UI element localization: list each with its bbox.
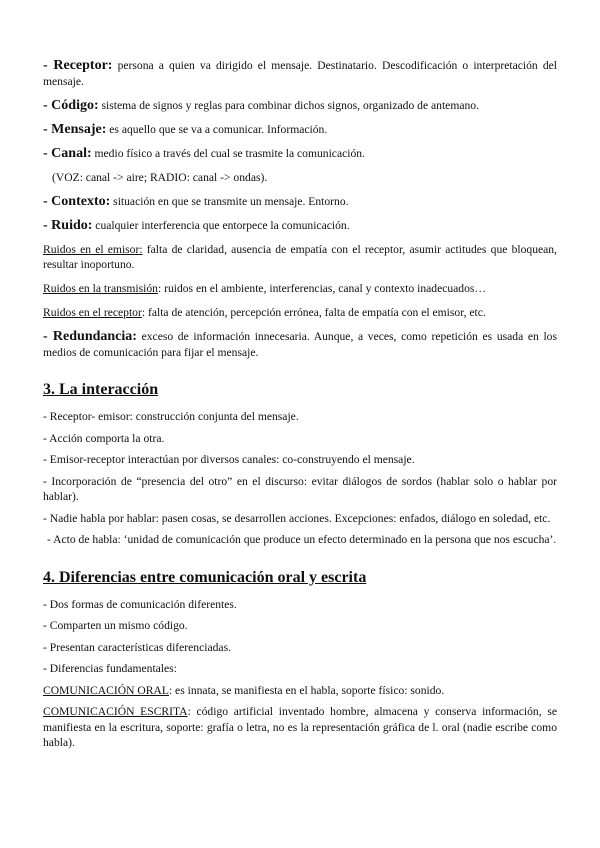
glossary-mensaje xyxy=(43,122,557,138)
noise-emisor xyxy=(43,242,557,273)
comunicacion-oral xyxy=(43,683,557,699)
glossary-canal xyxy=(43,146,557,162)
section-3-heading: 3. La interacción xyxy=(43,381,159,398)
term-label: Ruido: xyxy=(51,217,93,233)
list-item: - Acto de habla: ‘unidad de comunicación que produce un efecto determinado en la persona que nos escucha’. xyxy=(47,533,557,546)
list-item: - Diferencias fundamentales: xyxy=(43,662,177,675)
term-label: Mensaje: xyxy=(51,121,107,137)
list-item: - Emisor-receptor interactúan por diversos canales: co-construyendo el mensaje. xyxy=(43,453,415,466)
term-definition: cualquier interferencia que entorpece la comunicación. xyxy=(92,218,350,232)
list-item: - Receptor- emisor: construcción conjunta del mensaje. xyxy=(43,410,299,423)
term-label: Receptor: xyxy=(53,58,113,73)
canal-example: (VOZ: canal -> aire; RADIO: canal -> ondas). xyxy=(52,170,268,184)
list-item: - Presentan características diferenciadas. xyxy=(43,640,231,654)
term-definition: situación en que se transmite un mensaje. Entorno. xyxy=(110,194,349,208)
bullet-dash: - xyxy=(43,329,53,344)
noise-label: Ruidos en el receptor xyxy=(43,306,142,319)
list-item: - Nadie habla por hablar: pasen cosas, se desarrollen acciones. Excepciones: enfados, diálogo en soledad, etc. xyxy=(43,511,551,525)
glossary-receptor xyxy=(43,58,557,89)
comparison-label: COMUNICACIÓN ORAL xyxy=(43,683,169,697)
term-label: Código: xyxy=(51,97,99,113)
noise-receptor xyxy=(43,305,557,321)
list-item: - Acción comporta la otra. xyxy=(43,431,165,445)
section-4-heading: 4. Diferencias entre comunicación oral y escrita xyxy=(43,568,367,586)
noise-transmision xyxy=(43,281,557,297)
term-label: Canal: xyxy=(51,145,92,161)
term-label: Contexto: xyxy=(51,193,111,209)
bullet-dash: - xyxy=(43,58,54,73)
term-definition: exceso de información innecesaria. Aunque, a veces, como repetición es usada en los medios de comunicación para fijar el mensaje. xyxy=(43,330,557,359)
term-definition: sistema de signos y reglas para combinar dichos signos, organizado de antemano. xyxy=(98,98,479,112)
bullet-dash: - xyxy=(43,121,52,137)
comparison-label: COMUNICACIÓN ESCRITA xyxy=(43,705,188,718)
noise-label: Ruidos en el emisor: xyxy=(43,242,143,256)
bullet-dash: - xyxy=(43,193,52,209)
term-label: Redundancia: xyxy=(52,329,137,344)
term-definition: persona a quien va dirigido el mensaje. Destinatario. Descodificación o interpretación del mensaje. xyxy=(43,59,557,88)
glossary-codigo xyxy=(43,98,557,114)
noise-text: : falta de atención, percepción errónea, falta de empatía con el emisor, etc. xyxy=(141,306,486,319)
bullet-dash: - xyxy=(43,217,52,233)
comparison-text: : código artificial inventado hombre, almacena y conserva información, se manifiesta en la escritura, soporte: grafía o letra, no es la representación gráfica de l. oral (nadie escribe como habla). xyxy=(43,705,557,749)
glossary-redundancia xyxy=(43,329,557,360)
glossary-contexto xyxy=(43,194,557,210)
list-item: - Dos formas de comunicación diferentes. xyxy=(43,597,237,611)
comparison-text: : es innata, se manifiesta en el habla, soporte físico: sonido. xyxy=(168,683,445,697)
list-item: - Incorporación de “presencia del otro” en el discurso: evitar diálogos de sordos (hablar solo o hablar por hablar). xyxy=(43,474,557,503)
list-item: - Comparten un mismo código. xyxy=(43,619,188,632)
bullet-dash: - xyxy=(43,145,52,161)
noise-text: falta de claridad, ausencia de empatía con el receptor, asumir actitudes que bloquean, resultar inoportuno. xyxy=(43,242,557,271)
term-definition: es aquello que se va a comunicar. Información. xyxy=(106,122,328,136)
glossary-ruido xyxy=(43,218,557,234)
comunicacion-escrita xyxy=(43,704,557,751)
term-definition: medio físico a través del cual se trasmite la comunicación. xyxy=(91,146,365,160)
bullet-dash: - xyxy=(43,97,52,113)
noise-label: Ruidos en la transmisión xyxy=(43,282,158,295)
noise-text: : ruidos en el ambiente, interferencias, canal y contexto inadecuados… xyxy=(157,282,487,295)
